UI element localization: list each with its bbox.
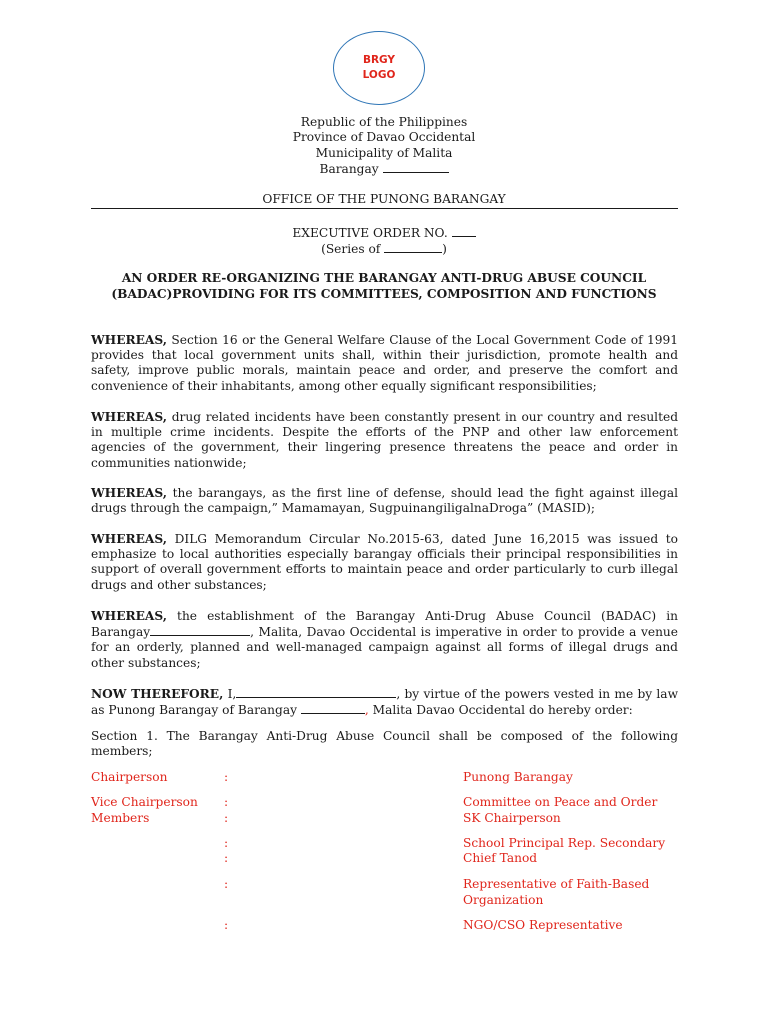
whereas-text: Section 16 or the General Welfare Clause of the Local Government Code of 1991 provides that local government units shall, within their jurisdiction, promote health and safety, improve public morals, maintain peace and order, and preserve the comfort and convenience of their inhabitants, among other equally significant responsibilities; [91,333,678,393]
member-colon: : [224,836,229,850]
member-representative: Punong Barangay [463,770,573,784]
header-divider [91,208,678,209]
now-therefore-text-d: Malita Davao Occidental do hereby order: [368,703,633,718]
order-title-line2: (BADAC)PROVIDING FOR ITS COMMITTEES, COMPOSITION AND FUNCTIONS [111,287,657,301]
whereas-paragraph-1 [91,333,678,394]
member-representative: SK Chairperson [463,811,561,825]
series-close: ) [442,242,447,256]
member-colon: : [224,770,229,784]
whereas-lead: WHEREAS, [91,333,167,347]
header-barangay-label: Barangay [319,161,383,176]
whereas-text-b: , Malita, Davao Occidental is imperative in order to provide a venue for an orderly, planned and well-managed campaign against all forms of illegal drugs and other substances; [91,625,678,670]
barangay-blank-2 [301,702,365,714]
member-representative: School Principal Rep. Secondary [463,836,666,850]
whereas-text-a: the establishment of the Barangay Anti-Drug Abuse Council (BADAC) in Barangay [91,609,678,640]
whereas-lead: WHEREAS, [91,532,167,546]
whereas-paragraph-3 [91,486,678,516]
executive-order-series [0,241,768,257]
member-role: Vice Chairperson [91,795,198,809]
now-therefore-text-a: I, [223,687,237,701]
office-title: OFFICE OF THE PUNONG BARANGAY [262,192,506,206]
member-colon: : [224,918,229,932]
now-therefore-lead: NOW THEREFORE, [91,687,224,701]
barangay-logo-placeholder [333,31,425,105]
whereas-text: DILG Memorandum Circular No.2015-63, dated June 16,2015 was issued to emphasize to local authorities especially barangay officials their principal responsibilities in support of overall government efforts to maintain peace and order particularly to curb illegal drugs and other substances; [91,532,678,592]
series-blank [384,241,442,253]
whereas-lead: WHEREAS, [91,609,167,623]
member-representative: NGO/CSO Representative [463,918,623,932]
document-header [0,115,768,177]
member-role: Members [91,811,150,825]
executive-order-label: EXECUTIVE ORDER NO. [292,226,452,240]
barangay-blank [383,161,449,173]
member-colon: : [224,851,229,865]
now-therefore-text-b: , by virtue of the powers vested in me by law as Punong Barangay of Barangay [91,687,679,718]
order-title [0,270,768,302]
whereas-lead: WHEREAS, [91,410,167,424]
member-colon: : [224,811,229,825]
member-colon: : [224,877,229,891]
whereas-lead: WHEREAS, [91,486,167,500]
executive-order-block [0,225,768,257]
executive-order-number [0,225,768,241]
whereas-paragraph-2 [91,410,678,471]
whereas-text: drug related incidents have been constantly present in our country and resulted in multiple crime incidents. Despite the efforts of the PNP and other law enforcement agencies of the government, their lingering presence threatens the peace and order in communities nationwide; [91,410,678,470]
member-role: Chairperson [91,770,168,784]
logo-text-line2: LOGO [362,69,396,81]
member-colon: : [224,795,229,809]
now-therefore-paragraph [91,686,678,718]
member-representative: Representative of Faith-Based [463,877,650,891]
now-therefore-text-c: , [364,703,369,718]
member-representative: Organization [463,893,544,907]
logo-text-line1: BRGY [362,54,396,66]
section-1-paragraph: Section 1. The Barangay Anti-Drug Abuse Council shall be composed of the following members; [91,729,678,759]
barangay-name-blank [150,624,250,636]
header-municipality: Municipality of Malita [315,145,453,160]
whereas-paragraph-5 [91,609,678,671]
order-number-blank [452,225,476,237]
whereas-paragraph-4 [91,532,678,593]
whereas-text: the barangays, as the first line of defense, should lead the fight against illegal drugs through the campaign,” Mamamayan, SugpuinangiligalnaDroga” (MASID); [91,486,678,516]
member-representative: Committee on Peace and Order [463,795,658,809]
header-province: Province of Davao Occidental [292,130,476,145]
header-republic: Republic of the Philippines [300,115,468,129]
member-representative: Chief Tanod [463,851,538,865]
punong-barangay-name-blank [236,686,396,698]
header-barangay [0,161,768,177]
order-title-line1: AN ORDER RE-ORGANIZING THE BARANGAY ANTI-DRUG ABUSE COUNCIL [121,271,647,285]
series-open: (Series of [321,242,385,256]
